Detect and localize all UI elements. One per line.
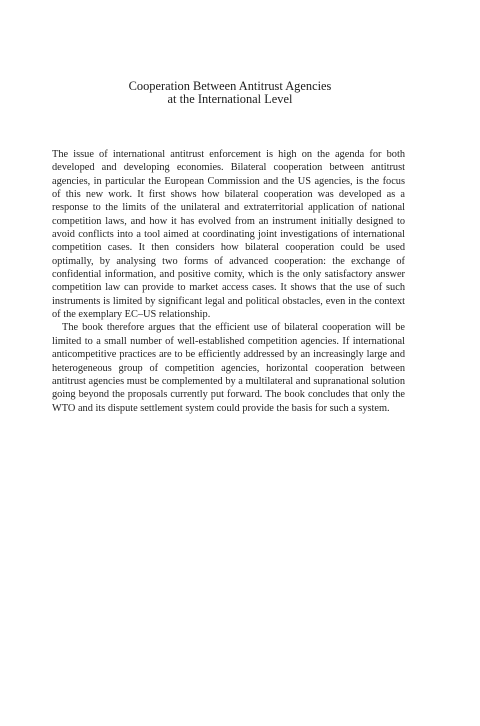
title-line-1: Cooperation Between Antitrust Agencies (128, 79, 332, 93)
paragraph-2: The book therefore argues that the efficient use of bilateral cooperation will be limited to a small number of well-established competition agencies. If international anticompetitive practices are to be efficiently addressed by an increasingly large and heterogeneous group of competition agencies, horizontal cooperation between antitrust agencies must be complemented by a multilateral and supranational solution going beyond the proposals currently put forward. The book concludes that only the WTO and its dispute settlement system could provide the basis for such a system. (52, 322, 405, 414)
paragraph-1: The issue of international antitrust enforcement is high on the agenda for both developed and developing economies. Bilateral cooperation between antitrust agencies, in particular the European Commission and the US agencies, is the focus of this new work. It first shows how bilateral cooperation was developed as a response to the limits of the unilateral and extraterritorial application of national competition laws, and how it has evolved from an instrument initially designed to avoid conflicts into a tool aimed at coordinating joint investigations of international competition cases. It then considers how bilateral cooperation could be used optimally, by analysing two forms of advanced cooperation: the exchange of confidential information, and positive comity, which is the only satisfactory answer competition law can provide to market access cases. It shows that the use of such instruments is limited by significant legal and political obstacles, even in the context of the exemplary EC–US relationship. (52, 149, 405, 321)
title-line-2: at the International Level (167, 92, 293, 106)
page-title (0, 80, 460, 106)
abstract-text (52, 148, 405, 415)
